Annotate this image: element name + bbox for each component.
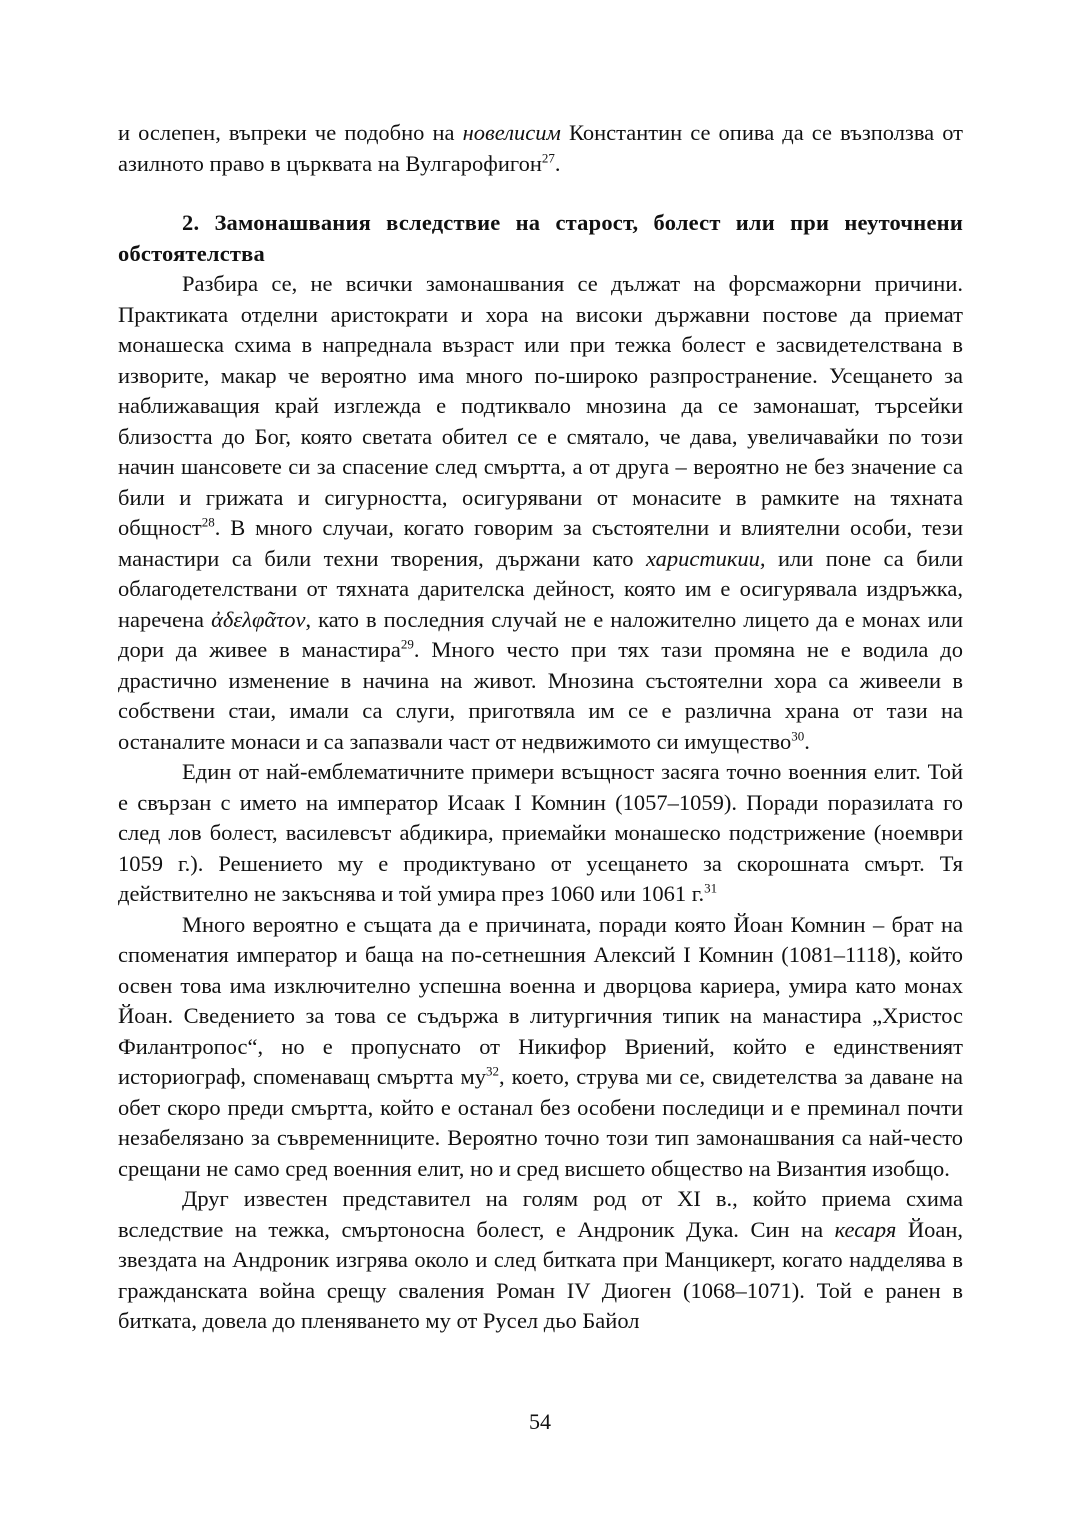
text-run: . (554, 150, 561, 176)
footnote-ref: 32 (485, 1063, 499, 1079)
text-run: Йоан, звездата на Андроник изгрява около и след битката при Манцикерт, когато надделява в гражданската война срещу сваления Роман IV Диоген (1068–1071). Той е ранен в битката, довела до пленяването му от Русел дьо Байол (118, 1216, 963, 1333)
paragraph (118, 1184, 963, 1337)
footnote-ref: 31 (704, 880, 718, 896)
text-run: . В много случаи, когато говорим за състоятелни и влиятелни особи, тези манастири са били техни творения, държани като (118, 515, 963, 571)
footnote-ref: 28 (201, 514, 215, 530)
text-run: Константин се опива да се възползва от азилното право в църквата на Вулгарофигон (118, 120, 964, 176)
text-run: или поне са били облагодетелствани от тяхната дарителска дейност, която им е осигурявала издръжка, наречена (118, 545, 964, 632)
text-run: , което, струва ми се, свидетелства за даване на обет скоро преди смъртта, който е останал без особени последици и е преминал почти незабелязано за съвременниците. Вероятно точно този тип замонашвания са най-често срещани не само сред военния елит, но и сред висшето общество на Византия изобщо. (118, 1064, 963, 1181)
body-text (118, 118, 963, 1337)
text-run: Един от най-емблематичните примери всъщност засяга точно военния елит. Той е свързан с името на император Исаак I Комнин (1057–1059). Поради поразилата го след лов болест, василевсът абдикира, приемайки монашеско подстрижение (ноември 1059 г.). Решението му е продиктувано от усещането за скорошната смърт. Тя действително не закъснява и той умира през 1060 или 1061 г. (118, 759, 963, 906)
footnote-ref: 29 (400, 636, 414, 652)
text-run: и ослепен, въпреки че подобно на (118, 120, 463, 145)
paragraph (118, 757, 963, 910)
greek-term: ἀδελφᾶτον (211, 606, 306, 632)
footnote-ref: 30 (791, 728, 805, 743)
italic-term: кесаря (834, 1216, 897, 1242)
italic-term: харистикии, (645, 545, 766, 571)
section-heading: 2. Замонашвания вследствие на старост, болест или при неуточнени обстоятелства (118, 210, 963, 266)
text-run: Друг известен представител на голям род от XI в., който приема схима вследствие на тежка, смъртоносна болест, е Андроник Дука. Син на (118, 1186, 963, 1242)
text-run: . Много често при тях тази промяна не е водила до драстично изменение в начина на живот. Мнозина състоятелни хора са живеели в собствени стаи, имали са слуги, приготвяла им се е различна храна от тази на останалите монаси и са запазвали част от недвижимото си имущество (118, 637, 963, 754)
italic-term: новелисим (462, 120, 561, 145)
footnote-ref: 27 (541, 150, 555, 165)
text-run: . (804, 728, 810, 754)
paragraph (118, 910, 963, 1185)
text-run: , като в последния случай не е наложително лицето да е монах или дори да живее в манастира (118, 606, 963, 662)
text-run: Разбира се, не всички замонашвания се дължат на форсмажорни причини. Практиката отделни аристократи и хора на високи държавни постове да приемат монашеска схима в напреднала възраст или при тежка болест е засвидетелствана в изворите, макар че вероятно има много по-широко разпространение. Усещането за наближаващия край изглежда е подтиквало мнозина да се замонашат, търсейки близостта до Бог, която светата обител се е смятало, че дава, увеличавайки по този начин шансовете си за спасение след смъртта, а от друга – вероятно не без значение са били и грижата и сигурността, осигурявани от монасите в рамките на тяхната общност (118, 271, 963, 540)
page-number: 54 (529, 1409, 551, 1434)
paragraph-continuation (118, 118, 963, 179)
text-run: Много вероятно е същата да е причината, поради която Йоан Комнин – брат на споменатия император и баща на по-сетнешния Алексий I Комнин (1081–1118), който освен това има изключително успешна военна и дворцова кариера, умира като монах Йоан. Сведението за това се съдържа в литургичния типик на манастира „Христос Филантропос“, но е пропуснато от Никифор Вриений, който е единственият историограф, споменаващ смъртта му (118, 911, 963, 1089)
paragraph (118, 269, 963, 757)
